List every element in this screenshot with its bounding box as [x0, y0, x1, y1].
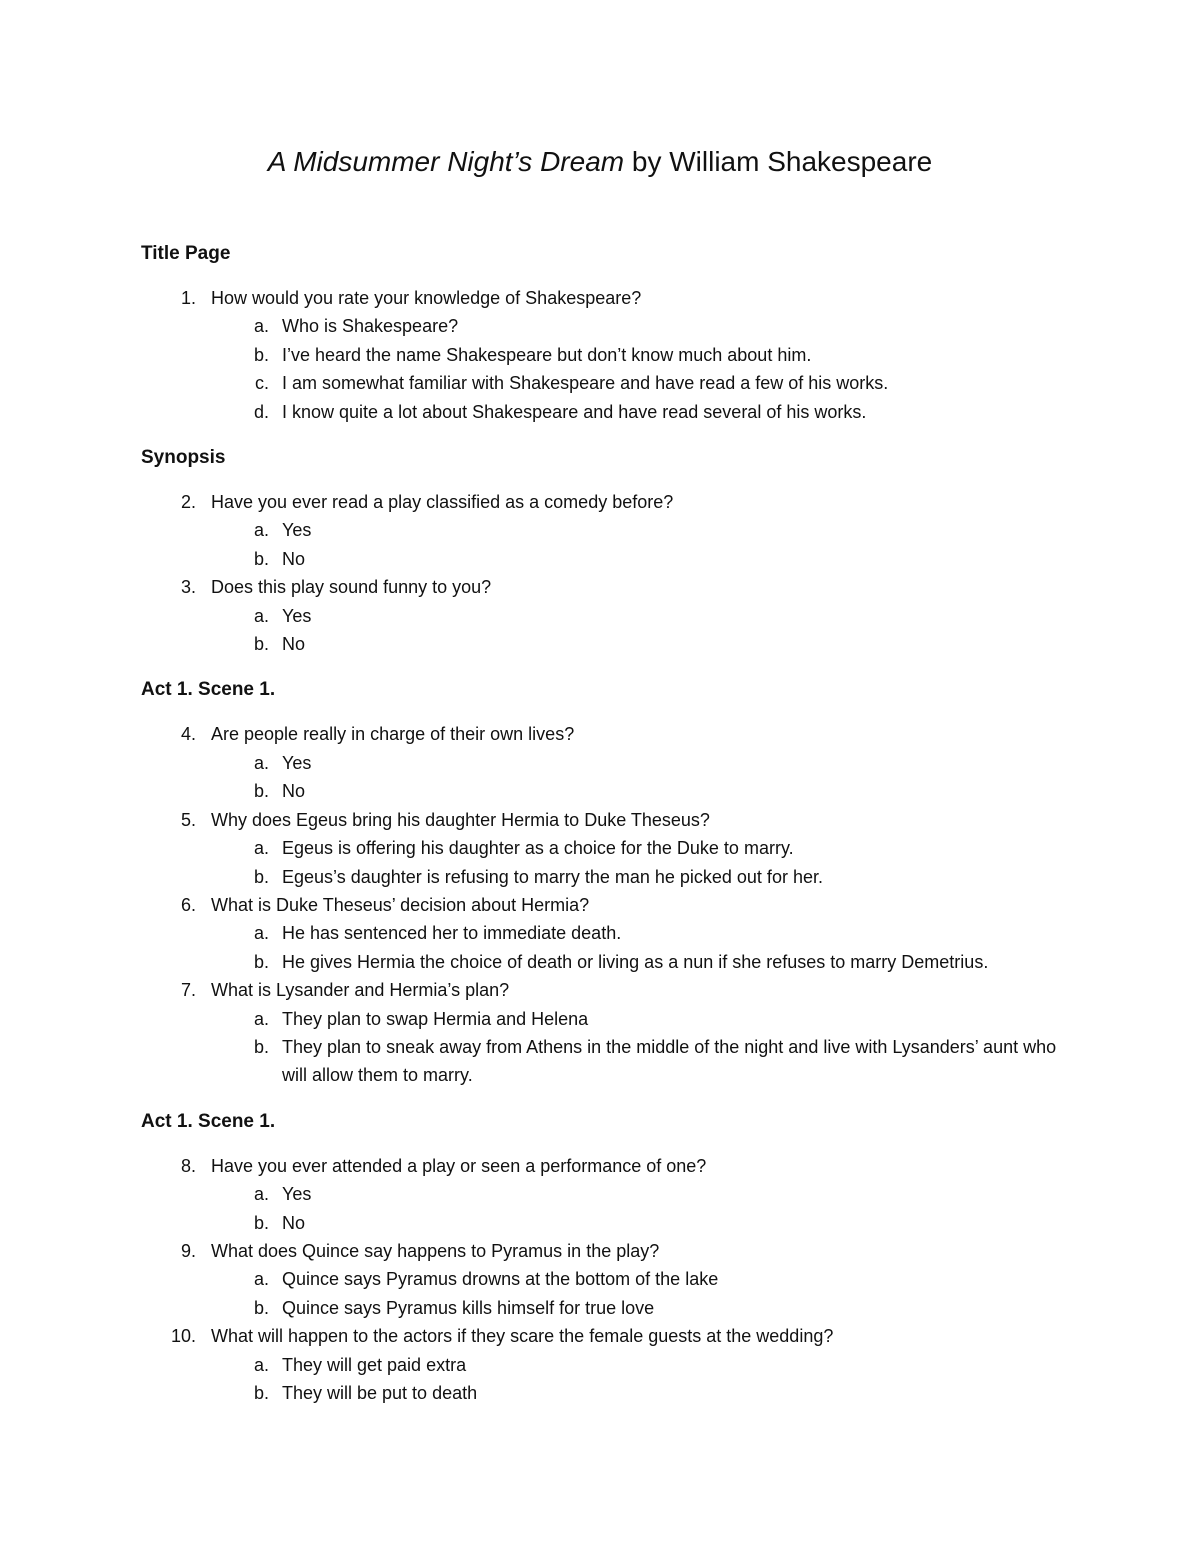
question-text: How would you rate your knowledge of Shakespeare? — [211, 288, 642, 308]
question — [141, 1152, 1101, 1237]
answer-option — [141, 777, 1057, 805]
section — [141, 676, 1101, 1089]
answer-option — [141, 1351, 1057, 1379]
option-letter: a. — [253, 923, 269, 944]
option-letter: a. — [253, 838, 269, 859]
option-text: Who is Shakespeare? — [282, 316, 459, 337]
answer-option — [141, 602, 1057, 630]
question-line — [141, 806, 1101, 834]
section-heading: Act 1. Scene 1. — [141, 1110, 276, 1132]
question — [141, 284, 1101, 426]
question-line — [141, 488, 1101, 516]
question-line — [141, 1237, 1101, 1265]
option-letter: b. — [253, 634, 269, 655]
option-text: Yes — [282, 605, 312, 626]
question-line — [141, 720, 1101, 748]
question-number: 7. — [180, 980, 196, 1001]
option-letter: b. — [253, 781, 269, 802]
question-text: Why does Egeus bring his daughter Hermia to Duke Theseus? — [211, 809, 710, 830]
option-text: No — [282, 634, 306, 655]
question — [141, 976, 1101, 1090]
question-text: Have you ever read a play classified as a comedy before? — [211, 492, 674, 513]
answer-option — [141, 1379, 1057, 1407]
question-number: 8. — [180, 1155, 196, 1176]
answer-option — [141, 398, 1057, 426]
option-letter: c. — [254, 373, 269, 394]
option-text: No — [282, 781, 306, 802]
question-text: What does Quince say happens to Pyramus in the play? — [211, 1240, 660, 1261]
option-letter: b. — [253, 1297, 269, 1318]
question-number: 9. — [180, 1240, 196, 1261]
question — [141, 1322, 1101, 1407]
option-letter: a. — [253, 1008, 269, 1029]
section-heading: Act 1. Scene 1. — [141, 679, 276, 701]
question-number: 1. — [180, 288, 196, 308]
question-number: 10. — [170, 1326, 196, 1347]
question-text: What is Lysander and Hermia’s plan? — [211, 980, 510, 1001]
option-text: I am somewhat familiar with Shakespeare and have read a few of his works. — [282, 373, 889, 394]
answer-option — [141, 341, 1057, 369]
option-text: Yes — [282, 1184, 312, 1205]
answer-option — [141, 516, 1057, 544]
title-play-name: A Midsummer Night’s Dream — [267, 146, 625, 177]
option-letter: a. — [253, 316, 269, 337]
answer-option — [141, 1180, 1057, 1208]
option-letter: b. — [253, 1036, 269, 1057]
option-text: No — [282, 548, 306, 569]
option-letter: a. — [253, 1354, 269, 1375]
question — [141, 806, 1101, 891]
question-line — [141, 573, 1101, 601]
option-text: Quince says Pyramus drowns at the bottom of the lake — [282, 1269, 719, 1290]
option-letter: b. — [253, 548, 269, 569]
answer-option — [141, 545, 1057, 573]
option-text: They will get paid extra — [282, 1354, 467, 1375]
section-heading: Synopsis — [141, 447, 226, 469]
answer-option — [141, 1209, 1057, 1237]
answer-option — [141, 1265, 1057, 1293]
answer-option — [141, 1033, 1057, 1090]
section — [141, 1108, 1101, 1408]
answer-option — [141, 749, 1057, 777]
title-author: by William Shakespeare — [624, 146, 933, 177]
option-letter: a. — [253, 1184, 269, 1205]
option-text: I know quite a lot about Shakespeare and have read several of his works. — [282, 401, 867, 422]
page-title — [0, 142, 1200, 182]
questionnaire-body — [141, 240, 1101, 1407]
answer-option — [141, 630, 1057, 658]
question-number: 3. — [180, 577, 196, 598]
option-letter: b. — [253, 951, 269, 972]
answer-option — [141, 919, 1057, 947]
answer-option — [141, 1294, 1057, 1322]
option-text: They plan to sneak away from Athens in the middle of the night and live with Lysanders’ aunt who will allow them to marry. — [282, 1036, 1057, 1086]
answer-option — [141, 369, 1057, 397]
question — [141, 488, 1101, 573]
answer-option — [141, 834, 1057, 862]
option-letter: a. — [253, 752, 269, 773]
answer-option — [141, 1005, 1057, 1033]
question-text: Are people really in charge of their own lives? — [211, 724, 575, 745]
option-letter: b. — [253, 1212, 269, 1233]
question-number: 4. — [180, 724, 196, 745]
option-text: Yes — [282, 520, 312, 541]
option-text: He has sentenced her to immediate death. — [282, 923, 622, 944]
section — [141, 444, 1101, 658]
answer-option — [141, 948, 1057, 976]
section — [141, 240, 1101, 426]
question-line — [141, 1152, 1101, 1180]
question-line — [141, 976, 1101, 1004]
answer-option — [141, 863, 1057, 891]
option-letter: a. — [253, 520, 269, 541]
question-number: 2. — [180, 492, 196, 513]
option-letter: a. — [253, 1269, 269, 1290]
question-line — [141, 1322, 1101, 1350]
option-text: Egeus’s daughter is refusing to marry the man he picked out for her. — [282, 866, 823, 887]
option-text: Yes — [282, 752, 312, 773]
option-text: He gives Hermia the choice of death or living as a nun if she refuses to marry Demetrius. — [282, 951, 989, 972]
question-line — [141, 284, 1101, 312]
option-letter: b. — [253, 344, 269, 365]
question-text: What will happen to the actors if they scare the female guests at the wedding? — [211, 1326, 834, 1347]
option-letter: d. — [253, 401, 269, 422]
option-text: I’ve heard the name Shakespeare but don’t know much about him. — [282, 344, 812, 365]
option-text: Quince says Pyramus kills himself for true love — [282, 1297, 655, 1318]
option-text: Egeus is offering his daughter as a choice for the Duke to marry. — [282, 838, 794, 859]
option-letter: b. — [253, 866, 269, 887]
question — [141, 573, 1101, 658]
question — [141, 1237, 1101, 1322]
question-number: 6. — [180, 894, 196, 915]
option-letter: a. — [253, 605, 269, 626]
question-line — [141, 891, 1101, 919]
option-text: They will be put to death — [282, 1383, 478, 1403]
option-letter: b. — [253, 1383, 269, 1403]
question — [141, 720, 1101, 805]
question-text: What is Duke Theseus’ decision about Hermia? — [211, 894, 590, 915]
option-text: No — [282, 1212, 306, 1233]
answer-option — [141, 312, 1057, 340]
question — [141, 891, 1101, 976]
question-number: 5. — [180, 809, 196, 830]
section-heading: Title Page — [141, 243, 231, 264]
option-text: They plan to swap Hermia and Helena — [282, 1008, 589, 1029]
question-text: Have you ever attended a play or seen a performance of one? — [211, 1155, 707, 1176]
question-text: Does this play sound funny to you? — [211, 577, 492, 598]
